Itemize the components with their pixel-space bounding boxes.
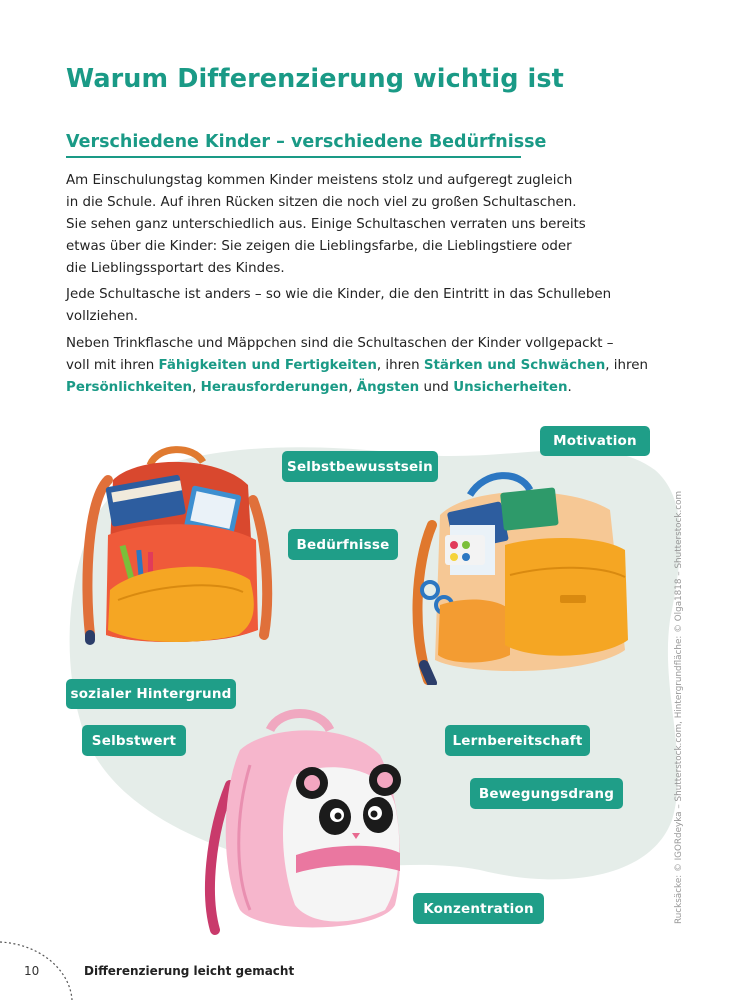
image-credit [674,490,694,924]
paragraph-3 [66,333,666,399]
paragraph-line: Sie sehen ganz unterschiedlich aus. Einige Schultaschen verraten uns bereits [66,217,586,232]
tag-lernbereitschaft: Lernbereitschaft [445,725,590,756]
text: . [567,380,572,395]
tag-selbstbewusstsein: Selbstbewusstsein [282,451,438,482]
footer-arc-decoration [0,930,80,1000]
tag-selbstwert: Selbstwert [82,725,186,756]
text: , ihren [376,358,424,373]
text: , [192,380,201,395]
page-title: Warum Differenzierung wichtig ist [66,64,564,94]
tag-konzentration: Konzentration [413,893,544,924]
paragraph-line [66,377,666,399]
paragraph-line: Neben Trinkflasche und Mäppchen sind die Schultaschen der Kinder vollgepackt – [66,336,614,351]
section-subtitle: Verschiedene Kinder – verschiedene Bedürfnisse [66,132,547,152]
tag-bewegungsdrang: Bewegungsdrang [470,778,623,809]
tag-motivation: Motivation [540,426,650,456]
highlight-aengsten: Ängsten [356,380,420,395]
red-backpack-illustration [78,440,278,650]
paragraph-line: die Lieblingssportart des Kindes. [66,261,285,276]
tag-sozialer-hintergrund: sozialer Hintergrund [66,679,236,709]
orange-backpack-illustration [410,465,635,685]
pink-panda-backpack-illustration [200,705,415,940]
subtitle-underline [66,156,521,158]
text: und [419,380,454,395]
highlight-staerken: Stärken und Schwächen [423,358,606,373]
image-credit-text: Rucksäcke: © IGORdeyka – Shutterstock.com, Hintergrundfläche: © Olga1818 – Shutterstock.com [674,490,684,924]
paragraph-1 [66,170,666,280]
paragraph-line: Am Einschulungstag kommen Kinder meistens stolz und aufgeregt zugleich [66,173,573,188]
highlight-persoenlichkeiten: Persönlichkeiten [66,380,193,395]
paragraph-line: vollziehen. [66,309,139,324]
page-number: 10 [24,964,40,978]
text: voll mit ihren [66,358,159,373]
paragraph-line [66,355,666,377]
text: , ihren [605,358,648,373]
highlight-herausforderungen: Herausforderungen [200,380,349,395]
paragraph-line: Jede Schultasche ist anders – so wie die Kinder, die den Eintritt in das Schulleben [66,287,612,302]
tag-beduerfnisse: Bedürfnisse [288,529,398,560]
paragraph-line: in die Schule. Auf ihren Rücken sitzen die noch viel zu großen Schultaschen. [66,195,577,210]
highlight-unsicherheiten: Unsicherheiten [453,380,568,395]
paragraph-2 [66,284,666,328]
text: , [348,380,357,395]
highlight-faehigkeiten: Fähigkeiten und Fertigkeiten [158,358,377,373]
paragraph-line: etwas über die Kinder: Sie zeigen die Lieblingsfarbe, die Lieblingstiere oder [66,239,572,254]
footer-book-title: Differenzierung leicht gemacht [84,964,295,978]
